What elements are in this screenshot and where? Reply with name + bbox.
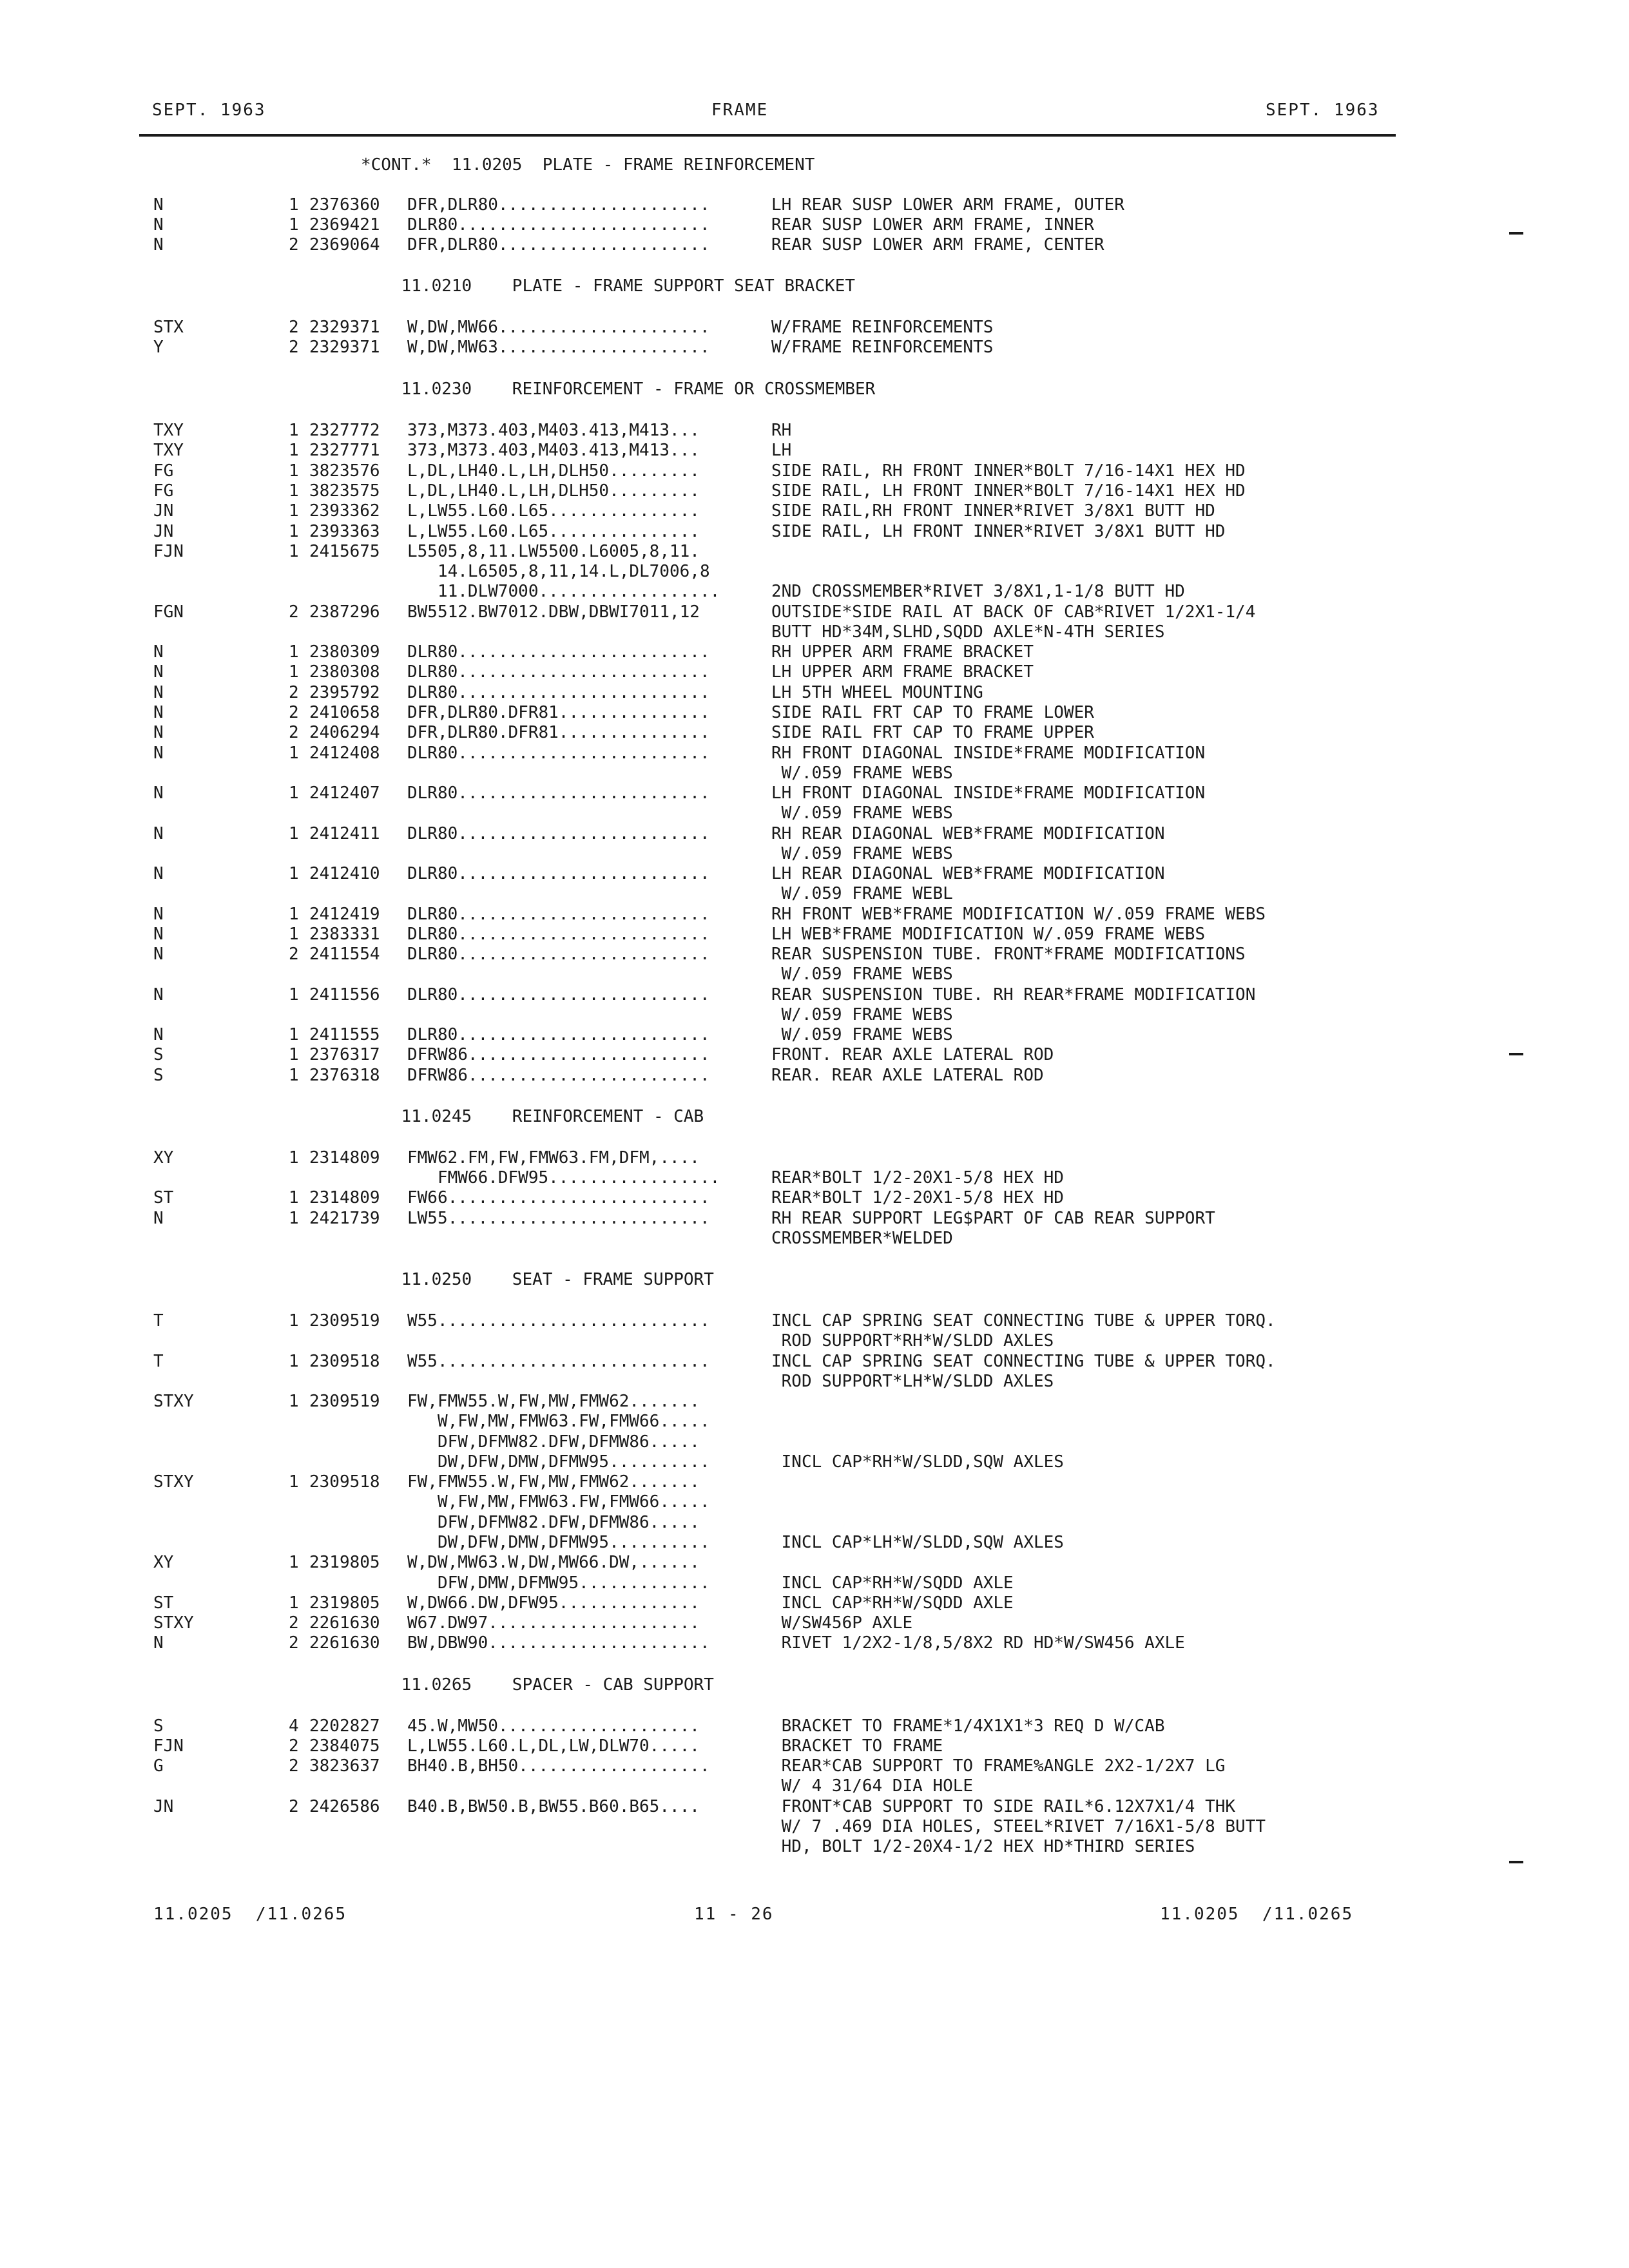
description-continued: W/.059 FRAME WEBL [771,884,953,903]
model-list: DLR80......................... [407,864,710,883]
model-list-continued: DW,DFW,DMW,DFMW95.......... [407,1452,710,1472]
model-list: FW,FMW55.W,FW,MW,FMW62....... [407,1472,700,1492]
footer-range-left: 11.0205 /11.0265 [153,1905,347,1924]
part-description: SIDE RAIL FRT CAP TO FRAME LOWER [771,703,1094,722]
applicability-code: N [153,905,164,924]
section-heading: 11.0230 REINFORCEMENT - FRAME OR CROSSMEMBER [361,380,876,399]
applicability-code: G [153,1756,164,1776]
quantity: 1 [289,1553,299,1572]
description-continued: W/.059 FRAME WEBS [771,803,953,823]
quantity: 2 [289,318,299,337]
footer-page-number: 11 - 26 [694,1905,774,1924]
model-list-continued: DFW,DFMW82.DFW,DFMW86..... [407,1513,700,1532]
quantity: 1 [289,481,299,501]
applicability-code: FG [153,481,174,501]
part-description: BRACKET TO FRAME*1/4X1X1*3 REQ D W/CAB [771,1716,1165,1736]
applicability-code: Y [153,338,164,357]
applicability-code: N [153,824,164,843]
quantity: 2 [289,945,299,964]
quantity: 2 [289,338,299,357]
part-description: SIDE RAIL FRT CAP TO FRAME UPPER [771,723,1094,742]
part-number: 2387296 [309,602,380,622]
model-list: DLR80......................... [407,824,710,843]
part-number: 2412419 [309,905,380,924]
part-number: 2261630 [309,1633,380,1653]
part-number: 2376360 [309,195,380,215]
quantity: 2 [289,1613,299,1633]
model-list: W,DW66.DW,DFW95.............. [407,1593,700,1613]
applicability-code: FG [153,461,174,481]
part-description: LH [771,441,792,460]
applicability-code: XY [153,1553,174,1572]
model-list: DLR80......................... [407,744,710,763]
model-list: 373,M373.403,M403.413,M413... [407,421,700,440]
applicability-code: T [153,1352,164,1371]
description-continued: ROD SUPPORT*RH*W/SLDD AXLES [771,1331,1054,1350]
model-list: 373,M373.403,M403.413,M413... [407,441,700,460]
part-description: SIDE RAIL,RH FRONT INNER*RIVET 3/8X1 BUTT HD [771,501,1215,521]
applicability-code: T [153,1311,164,1331]
model-list: W,DW,MW63..................... [407,338,710,357]
part-number: 2314809 [309,1148,380,1168]
applicability-code: FJN [153,1736,184,1756]
part-number: 2411554 [309,945,380,964]
part-description: REAR SUSP LOWER ARM FRAME, INNER [771,215,1094,235]
applicability-code: TXY [153,421,184,440]
model-list: FW,FMW55.W,FW,MW,FMW62....... [407,1392,700,1411]
part-number: 2309519 [309,1392,380,1411]
part-number: 2202827 [309,1716,380,1736]
part-description: LH REAR SUSP LOWER ARM FRAME, OUTER [771,195,1124,215]
model-list: DLR80......................... [407,985,710,1004]
quantity: 1 [289,642,299,662]
model-list-continued: 11.DLW7000.................. [407,582,720,601]
part-number: 2314809 [309,1188,380,1207]
margin-mark [1509,1861,1523,1863]
margin-mark [1509,232,1523,235]
model-list: L,LW55.L60.L,DL,LW,DLW70..... [407,1736,700,1756]
part-number: 2410658 [309,703,380,722]
section-heading: *CONT.* 11.0205 PLATE - FRAME REINFORCEMENT [361,155,815,175]
description-continued: ROD SUPPORT*LH*W/SLDD AXLES [771,1372,1054,1391]
quantity: 2 [289,1736,299,1756]
model-list-continued: DFW,DFMW82.DFW,DFMW86..... [407,1432,700,1452]
margin-mark [1509,1053,1523,1055]
applicability-code: N [153,783,164,803]
applicability-code: N [153,195,164,215]
part-description: INCL CAP*LH*W/SLDD,SQW AXLES [771,1533,1064,1552]
model-list: DLR80......................... [407,783,710,803]
part-description: REAR. REAR AXLE LATERAL ROD [771,1066,1044,1085]
applicability-code: JN [153,1797,174,1816]
applicability-code: FJN [153,542,184,561]
quantity: 1 [289,1025,299,1044]
model-list: DLR80......................... [407,683,710,702]
part-number: 2426586 [309,1797,380,1816]
applicability-code: N [153,925,164,944]
applicability-code: N [153,703,164,722]
quantity: 1 [289,522,299,541]
part-number: 2369421 [309,215,380,235]
model-list: DLR80......................... [407,905,710,924]
quantity: 1 [289,501,299,521]
header-date-right: SEPT. 1963 [1266,101,1380,120]
quantity: 1 [289,421,299,440]
part-description: RH FRONT WEB*FRAME MODIFICATION W/.059 FRAME WEBS [771,905,1266,924]
applicability-code: N [153,662,164,682]
quantity: 1 [289,905,299,924]
quantity: 1 [289,1352,299,1371]
quantity: 2 [289,1756,299,1776]
part-description: W/FRAME REINFORCEMENTS [771,318,994,337]
part-description: RIVET 1/2X2-1/8,5/8X2 RD HD*W/SW456 AXLE [771,1633,1185,1653]
applicability-code: N [153,985,164,1004]
quantity: 1 [289,1209,299,1228]
quantity: 1 [289,542,299,561]
quantity: 1 [289,1066,299,1085]
part-description: RH FRONT DIAGONAL INSIDE*FRAME MODIFICATION [771,744,1206,763]
section-heading: 11.0210 PLATE - FRAME SUPPORT SEAT BRACKET [361,276,856,296]
part-number: 2415675 [309,542,380,561]
applicability-code: N [153,1633,164,1653]
header-rule [139,134,1396,137]
description-continued: W/.059 FRAME WEBS [771,844,953,863]
part-number: 3823637 [309,1756,380,1776]
model-list: BW,DBW90...................... [407,1633,710,1653]
part-number: 2412411 [309,824,380,843]
part-description: RH REAR SUPPORT LEG$PART OF CAB REAR SUPPORT [771,1209,1215,1228]
applicability-code: S [153,1716,164,1736]
part-number: 2384075 [309,1736,380,1756]
part-description: SIDE RAIL, LH FRONT INNER*RIVET 3/8X1 BUTT HD [771,522,1226,541]
part-description: REAR SUSP LOWER ARM FRAME, CENTER [771,235,1104,255]
quantity: 1 [289,864,299,883]
quantity: 1 [289,1311,299,1331]
description-continued: CROSSMEMBER*WELDED [771,1229,953,1248]
part-number: 2421739 [309,1209,380,1228]
part-number: 2319805 [309,1593,380,1613]
applicability-code: N [153,864,164,883]
model-list: DLR80......................... [407,945,710,964]
part-number: 2329371 [309,338,380,357]
model-list-continued: W,FW,MW,FMW63.FW,FMW66..... [407,1492,710,1512]
part-description: OUTSIDE*SIDE RAIL AT BACK OF CAB*RIVET 1/2X1-1/4 [771,602,1256,622]
applicability-code: JN [153,522,174,541]
applicability-code: N [153,642,164,662]
part-number: 2412407 [309,783,380,803]
applicability-code: STXY [153,1392,194,1411]
quantity: 1 [289,1593,299,1613]
part-description: INCL CAP SPRING SEAT CONNECTING TUBE & UPPER TORQ. [771,1311,1276,1331]
part-description: REAR*BOLT 1/2-20X1-5/8 HEX HD [771,1188,1064,1207]
part-description: RH REAR DIAGONAL WEB*FRAME MODIFICATION [771,824,1165,843]
part-number: 2395792 [309,683,380,702]
model-list: DFR,DLR80..................... [407,195,710,215]
part-number: 2327772 [309,421,380,440]
quantity: 4 [289,1716,299,1736]
applicability-code: N [153,945,164,964]
model-list-continued: FMW66.DFW95................. [407,1168,720,1187]
applicability-code: S [153,1045,164,1064]
model-list: DFR,DLR80..................... [407,235,710,255]
model-list: BH40.B,BH50................... [407,1756,710,1776]
model-list-continued: DFW,DMW,DFMW95............. [407,1573,710,1593]
model-list-continued: 14.L6505,8,11,14.L,DL7006,8 [407,562,710,581]
model-list: DLR80......................... [407,1025,710,1044]
part-number: 2411556 [309,985,380,1004]
quantity: 1 [289,1188,299,1207]
model-list: W55........................... [407,1352,710,1371]
header-date-left: SEPT. 1963 [152,101,266,120]
section-heading: 11.0250 SEAT - FRAME SUPPORT [361,1270,714,1289]
model-list: B40.B,BW50.B,BW55.B60.B65.... [407,1797,700,1816]
part-description: LH WEB*FRAME MODIFICATION W/.059 FRAME WEBS [771,925,1206,944]
description-continued: W/ 7 .469 DIA HOLES, STEEL*RIVET 7/16X1-5/8 BUTT [771,1817,1266,1836]
applicability-code: N [153,215,164,235]
part-number: 2411555 [309,1025,380,1044]
part-description: SIDE RAIL, RH FRONT INNER*BOLT 7/16-14X1 HEX HD [771,461,1246,481]
part-description: REAR SUSPENSION TUBE. RH REAR*FRAME MODIFICATION [771,985,1256,1004]
applicability-code: N [153,235,164,255]
applicability-code: ST [153,1593,174,1613]
part-number: 2383331 [309,925,380,944]
model-list: L,LW55.L60.L65............... [407,501,700,521]
quantity: 1 [289,195,299,215]
quantity: 2 [289,683,299,702]
part-description: LH 5TH WHEEL MOUNTING [771,683,983,702]
part-number: 3823576 [309,461,380,481]
model-list: L,DL,LH40.L,LH,DLH50......... [407,481,700,501]
part-description: W/.059 FRAME WEBS [771,1025,953,1044]
part-description: REAR*CAB SUPPORT TO FRAME%ANGLE 2X2-1/2X7 LG [771,1756,1226,1776]
applicability-code: N [153,723,164,742]
model-list: DLR80......................... [407,925,710,944]
part-number: 2376318 [309,1066,380,1085]
part-number: 2380309 [309,642,380,662]
model-list: DLR80......................... [407,662,710,682]
model-list: DFRW86........................ [407,1066,710,1085]
quantity: 2 [289,703,299,722]
applicability-code: ST [153,1188,174,1207]
quantity: 1 [289,1148,299,1168]
model-list: DLR80......................... [407,215,710,235]
part-number: 2309519 [309,1311,380,1331]
model-list: DLR80......................... [407,642,710,662]
quantity: 1 [289,461,299,481]
part-description: FRONT*CAB SUPPORT TO SIDE RAIL*6.12X7X1/4 THK [771,1797,1236,1816]
description-continued: W/.059 FRAME WEBS [771,1005,953,1024]
part-number: 2380308 [309,662,380,682]
part-number: 2406294 [309,723,380,742]
part-number: 2329371 [309,318,380,337]
footer-range-right: 11.0205 /11.0265 [1160,1905,1354,1924]
applicability-code: N [153,744,164,763]
description-continued: W/.059 FRAME WEBS [771,764,953,783]
part-description: REAR*BOLT 1/2-20X1-5/8 HEX HD [771,1168,1064,1187]
applicability-code: STXY [153,1613,194,1633]
model-list: W67.DW97..................... [407,1613,700,1633]
part-number: 2393362 [309,501,380,521]
applicability-code: TXY [153,441,184,460]
quantity: 1 [289,1392,299,1411]
model-list: W,DW,MW63.W,DW,MW66.DW,...... [407,1553,700,1572]
part-description: INCL CAP*RH*W/SQDD AXLE [771,1593,1014,1613]
model-list-continued: W,FW,MW,FMW63.FW,FMW66..... [407,1412,710,1431]
part-description: FRONT. REAR AXLE LATERAL ROD [771,1045,1054,1064]
model-list: LW55.......................... [407,1209,710,1228]
part-number: 2412410 [309,864,380,883]
part-description: 2ND CROSSMEMBER*RIVET 3/8X1,1-1/8 BUTT HD [771,582,1185,601]
part-description: LH UPPER ARM FRAME BRACKET [771,662,1034,682]
section-heading: 11.0245 REINFORCEMENT - CAB [361,1107,704,1126]
quantity: 2 [289,602,299,622]
model-list: L,DL,LH40.L,LH,DLH50......... [407,461,700,481]
model-list: FMW62.FM,FW,FMW63.FM,DFM,.... [407,1148,700,1168]
model-list: FW66.......................... [407,1188,710,1207]
model-list: DFRW86........................ [407,1045,710,1064]
part-number: 2376317 [309,1045,380,1064]
part-number: 2309518 [309,1472,380,1492]
part-description: W/FRAME REINFORCEMENTS [771,338,994,357]
quantity: 1 [289,783,299,803]
applicability-code: XY [153,1148,174,1168]
quantity: 1 [289,1045,299,1064]
part-description: LH REAR DIAGONAL WEB*FRAME MODIFICATION [771,864,1165,883]
applicability-code: S [153,1066,164,1085]
quantity: 1 [289,925,299,944]
description-continued: BUTT HD*34M,SLHD,SQDD AXLE*N-4TH SERIES [771,622,1165,642]
model-list: DFR,DLR80.DFR81............... [407,703,710,722]
quantity: 1 [289,985,299,1004]
part-number: 2412408 [309,744,380,763]
applicability-code: FGN [153,602,184,622]
description-continued: HD, BOLT 1/2-20X4-1/2 HEX HD*THIRD SERIES [771,1837,1195,1856]
quantity: 1 [289,1472,299,1492]
part-description: INCL CAP SPRING SEAT CONNECTING TUBE & UPPER TORQ. [771,1352,1276,1371]
part-description: RH [771,421,792,440]
part-description: REAR SUSPENSION TUBE. FRONT*FRAME MODIFICATIONS [771,945,1246,964]
part-description: INCL CAP*RH*W/SLDD,SQW AXLES [771,1452,1064,1472]
model-list: L,LW55.L60.L65............... [407,522,700,541]
part-description: INCL CAP*RH*W/SQDD AXLE [771,1573,1014,1593]
part-number: 2319805 [309,1553,380,1572]
applicability-code: N [153,683,164,702]
model-list: L5505,8,11.LW5500.L6005,8,11. [407,542,700,561]
part-description: RH UPPER ARM FRAME BRACKET [771,642,1034,662]
applicability-code: JN [153,501,174,521]
part-number: 3823575 [309,481,380,501]
model-list: DFR,DLR80.DFR81............... [407,723,710,742]
part-number: 2369064 [309,235,380,255]
part-number: 2393363 [309,522,380,541]
quantity: 2 [289,723,299,742]
quantity: 1 [289,441,299,460]
applicability-code: STX [153,318,184,337]
applicability-code: N [153,1025,164,1044]
part-number: 2327771 [309,441,380,460]
quantity: 2 [289,235,299,255]
section-heading: 11.0265 SPACER - CAB SUPPORT [361,1675,714,1695]
quantity: 1 [289,215,299,235]
quantity: 1 [289,824,299,843]
model-list: W55........................... [407,1311,710,1331]
part-number: 2309518 [309,1352,380,1371]
header-title: FRAME [711,101,769,120]
quantity: 1 [289,662,299,682]
part-description: BRACKET TO FRAME [771,1736,943,1756]
description-continued: W/ 4 31/64 DIA HOLE [771,1776,974,1796]
part-description: LH FRONT DIAGONAL INSIDE*FRAME MODIFICATION [771,783,1206,803]
model-list: W,DW,MW66..................... [407,318,710,337]
description-continued: W/.059 FRAME WEBS [771,965,953,984]
applicability-code: N [153,1209,164,1228]
quantity: 1 [289,744,299,763]
model-list: BW5512.BW7012.DBW,DBWI7011,12 [407,602,700,622]
part-number: 2261630 [309,1613,380,1633]
part-description: SIDE RAIL, LH FRONT INNER*BOLT 7/16-14X1 HEX HD [771,481,1246,501]
model-list-continued: DW,DFW,DMW,DFMW95.......... [407,1533,710,1552]
quantity: 2 [289,1797,299,1816]
quantity: 2 [289,1633,299,1653]
part-description: W/SW456P AXLE [771,1613,913,1633]
model-list: 45.W,MW50.................... [407,1716,700,1736]
applicability-code: STXY [153,1472,194,1492]
